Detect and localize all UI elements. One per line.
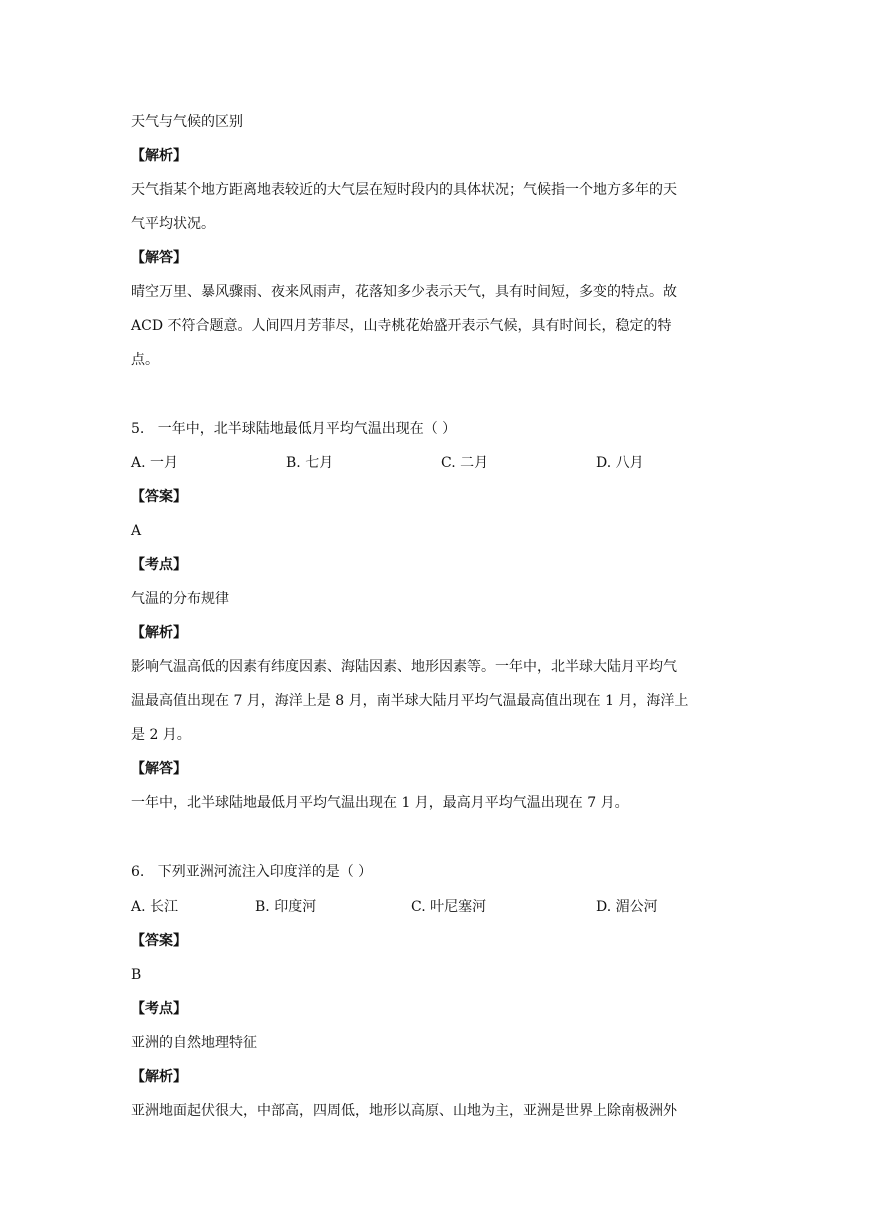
q5-option-a: A. 一月 [131,455,179,471]
q6-option-b: B. 印度河 [255,899,317,915]
q6-option-d: D. 湄公河 [596,899,658,915]
q5-point-heading: 【考点】 [131,557,187,573]
q5-detail-line: 一年中，北半球陆地最低月平均气温出现在 1 月，最高月平均气温出现在 7 月。 [131,795,629,811]
q6-question: 6. 下列亚洲河流注入印度洋的是（ ） [131,864,373,880]
prev-answer-line: 晴空万里、暴风骤雨、夜来风雨声，花落知多少表示天气，具有时间短，多变的特点。故 [131,284,677,300]
q5-option-b: B. 七月 [286,455,334,471]
q5-analysis-line: 影响气温高低的因素有纬度因素、海陆因素、地形因素等。一年中，北半球大陆月平均气 [131,659,677,675]
prev-analysis-heading: 【解析】 [131,148,187,164]
q6-analysis-heading: 【解析】 [131,1069,187,1085]
prev-answer-line: 点。 [131,352,159,368]
q6-analysis-line: 亚洲地面起伏很大，中部高，四周低，地形以高原、山地为主，亚洲是世界上除南极洲外 [131,1103,677,1119]
q6-option-a: A. 长江 [131,899,179,915]
q5-analysis-heading: 【解析】 [131,625,187,641]
q6-option-c: C. 叶尼塞河 [411,899,487,915]
q6-point: 亚洲的自然地理特征 [131,1035,257,1051]
prev-point-text: 天气与气候的区别 [131,114,243,130]
q5-answer: A [131,523,142,539]
q6-answer-heading: 【答案】 [131,933,187,949]
q5-option-c: C. 二月 [441,455,489,471]
q5-option-d: D. 八月 [596,455,644,471]
q5-point: 气温的分布规律 [131,591,229,607]
prev-answer-detail-heading: 【解答】 [131,250,187,266]
prev-analysis-line: 气平均状况。 [131,216,215,232]
q6-point-heading: 【考点】 [131,1001,187,1017]
prev-answer-line: ACD 不符合题意。人间四月芳菲尽，山寺桃花始盛开表示气候，具有时间长，稳定的特 [131,318,672,334]
q5-analysis-line: 是 2 月。 [131,727,191,743]
q5-question: 5. 一年中，北半球陆地最低月平均气温出现在（ ） [131,421,457,437]
q5-answer-heading: 【答案】 [131,489,187,505]
q5-detail-heading: 【解答】 [131,761,187,777]
prev-analysis-line: 天气指某个地方距离地表较近的大气层在短时段内的具体状况；气候指一个地方多年的天 [131,182,677,198]
q6-answer: B [131,967,142,983]
q5-analysis-line: 温最高值出现在 7 月，海洋上是 8 月，南半球大陆月平均气温最高值出现在 1 月，海洋上 [131,693,689,709]
